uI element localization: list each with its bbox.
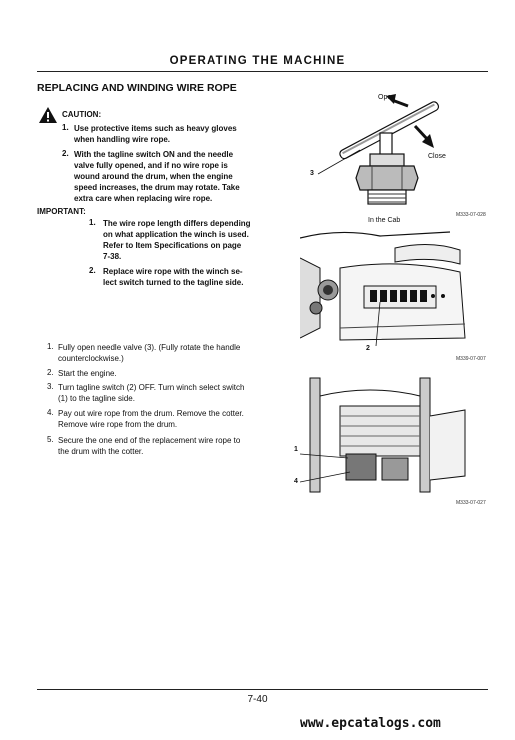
callout-4: 4 (294, 478, 298, 485)
text-line: Pay out wire rope from the drum. Remove the cotter. (58, 409, 244, 418)
text-line: on what application the winch is used. (103, 230, 249, 239)
text-line: extra care when replacing wire rope. (74, 194, 213, 203)
winch-illustration (300, 376, 470, 494)
page-number: 7-40 (247, 694, 268, 705)
watermark: www.epcatalogs.com (300, 716, 441, 731)
text-line: With the tagline switch ON and the needle (74, 150, 234, 159)
important-item-text (103, 266, 243, 288)
text-line: valve fully opened, and if no wire rope is (74, 161, 228, 170)
text-line: Turn tagline switch (2) OFF. Turn winch select switch (58, 383, 245, 392)
caution-item-text (74, 149, 240, 204)
text-line: Replace wire rope with the winch se- (103, 267, 243, 276)
text-line: 7-38. (103, 252, 122, 261)
text-line: Refer to Item Specifications on page (103, 241, 242, 250)
callout-1: 1 (294, 446, 298, 453)
step-number: 5. (47, 435, 54, 444)
text-line: counterclockwise.) (58, 354, 124, 363)
text-line: Use protective items such as heavy gloves (74, 124, 237, 133)
text-line: lect switch turned to the tagline side. (103, 278, 244, 287)
caution-item-number: 2. (62, 149, 69, 158)
step-number: 2. (47, 368, 54, 377)
cab-label: In the Cab (368, 217, 401, 224)
open-label: Open (378, 94, 396, 101)
important-item-number: 1. (89, 218, 96, 227)
figure-id: M333-07-028 (456, 212, 486, 218)
footer-rule (37, 689, 488, 690)
text-line: Fully open needle valve (3). (Fully rotate the handle (58, 343, 241, 352)
important-label: IMPORTANT: (37, 207, 86, 216)
step-number: 4. (47, 408, 54, 417)
step-number: 3. (47, 382, 54, 391)
text-line: Remove wire rope from the drum. (58, 420, 178, 429)
text-line: the drum with the cotter. (58, 447, 144, 456)
callout-3: 3 (310, 170, 314, 177)
text-line: The wire rope length differs depending (103, 219, 251, 228)
text-line: speed increases, the drum may rotate. Take (74, 183, 240, 192)
header-rule (37, 71, 488, 72)
step-text (58, 382, 244, 404)
needle-valve-illustration (300, 88, 470, 208)
step-text (58, 368, 117, 379)
section-title: REPLACING AND WINDING WIRE ROPE (37, 82, 237, 94)
figure-id: M339-07-007 (456, 356, 486, 362)
close-label: Close (428, 153, 446, 160)
caution-item-number: 1. (62, 123, 69, 132)
important-item-text (103, 218, 251, 262)
caution-item-text (74, 123, 237, 145)
callout-2: 2 (366, 345, 370, 352)
figure-id: M333-07-027 (456, 500, 486, 506)
step-number: 1. (47, 342, 54, 351)
cab-illustration (300, 228, 470, 350)
text-line: Secure the one end of the replacement wire rope to (58, 436, 241, 445)
text-line: Start the engine. (58, 369, 117, 378)
warning-icon (38, 106, 58, 124)
caution-label: CAUTION: (62, 110, 102, 119)
step-text (58, 408, 244, 430)
text-line: (1) to the tagline side. (58, 394, 135, 403)
page-title: OPERATING THE MACHINE (169, 55, 346, 67)
step-text (58, 435, 240, 457)
text-line: wound around the drum, when the engine (74, 172, 233, 181)
step-text (58, 342, 240, 364)
text-line: when handling wire rope. (74, 135, 171, 144)
important-item-number: 2. (89, 266, 96, 275)
